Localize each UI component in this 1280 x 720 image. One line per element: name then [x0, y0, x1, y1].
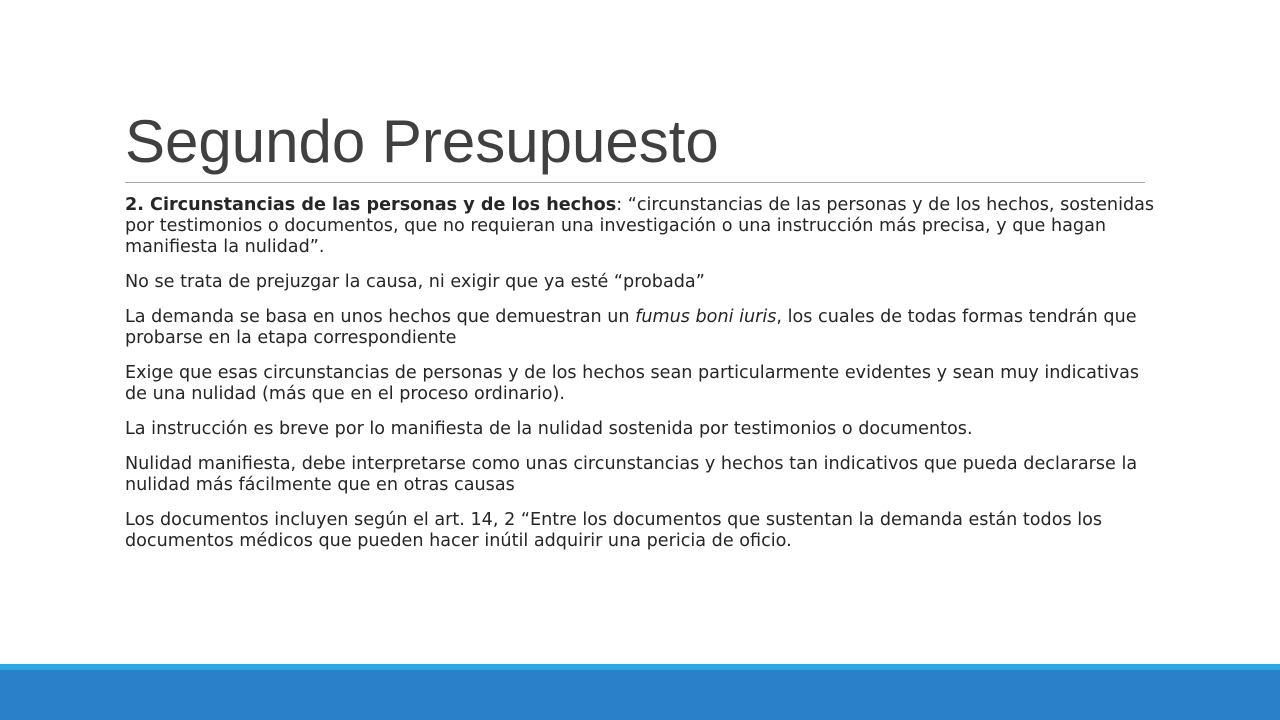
paragraph-prejuzgar: No se trata de prejuzgar la causa, ni exigir que ya esté “probada” — [125, 272, 705, 292]
slide-title: Segundo Presupuesto — [125, 108, 719, 175]
paragraph-nulidad-manifiesta: Nulidad manifiesta, debe interpretarse como unas circunstancias y hechos tan indicativos que pueda declararse la nulidad más fácilmente que en otras causas — [125, 454, 1138, 495]
paragraph-documentos: Los documentos incluyen según el art. 14, 2 “Entre los documentos que sustentan la demanda están todos los documentos médicos que pueden hacer inútil adquirir una pericia de oficio. — [125, 510, 1103, 551]
paragraph-exige: Exige que esas circunstancias de personas y de los hechos sean particularmente evidentes y sean muy indicativas de una nulidad (más que en el proceso ordinario). — [125, 363, 1140, 404]
footer-accent-stripe — [0, 664, 1280, 670]
slide-body — [125, 195, 1165, 566]
paragraph-text: La demanda se basa en unos hechos que demuestran un — [125, 307, 636, 327]
title-divider — [125, 182, 1145, 183]
paragraph-lead-bold: 2. Circunstancias de las personas y de los hechos — [125, 195, 617, 215]
paragraph-demanda — [125, 307, 1165, 349]
paragraph-italic-term: fumus boni iuris — [635, 307, 777, 327]
footer-band — [0, 664, 1280, 720]
paragraph-circunstancias — [125, 195, 1165, 258]
paragraph-instruccion: La instrucción es breve por lo manifiesta de la nulidad sostenida por testimonios o documentos. — [125, 419, 973, 439]
paragraph-text: : “circunstancias de las personas y de los hechos, sostenidas por testimonios o documentos, que no requieran una investigación o una instrucción más precisa, y que hagan manifiesta la nulidad”. — [125, 195, 1155, 257]
paragraph-text: , los cuales de todas formas tendrán que probarse en la etapa correspondiente — [125, 307, 1137, 348]
